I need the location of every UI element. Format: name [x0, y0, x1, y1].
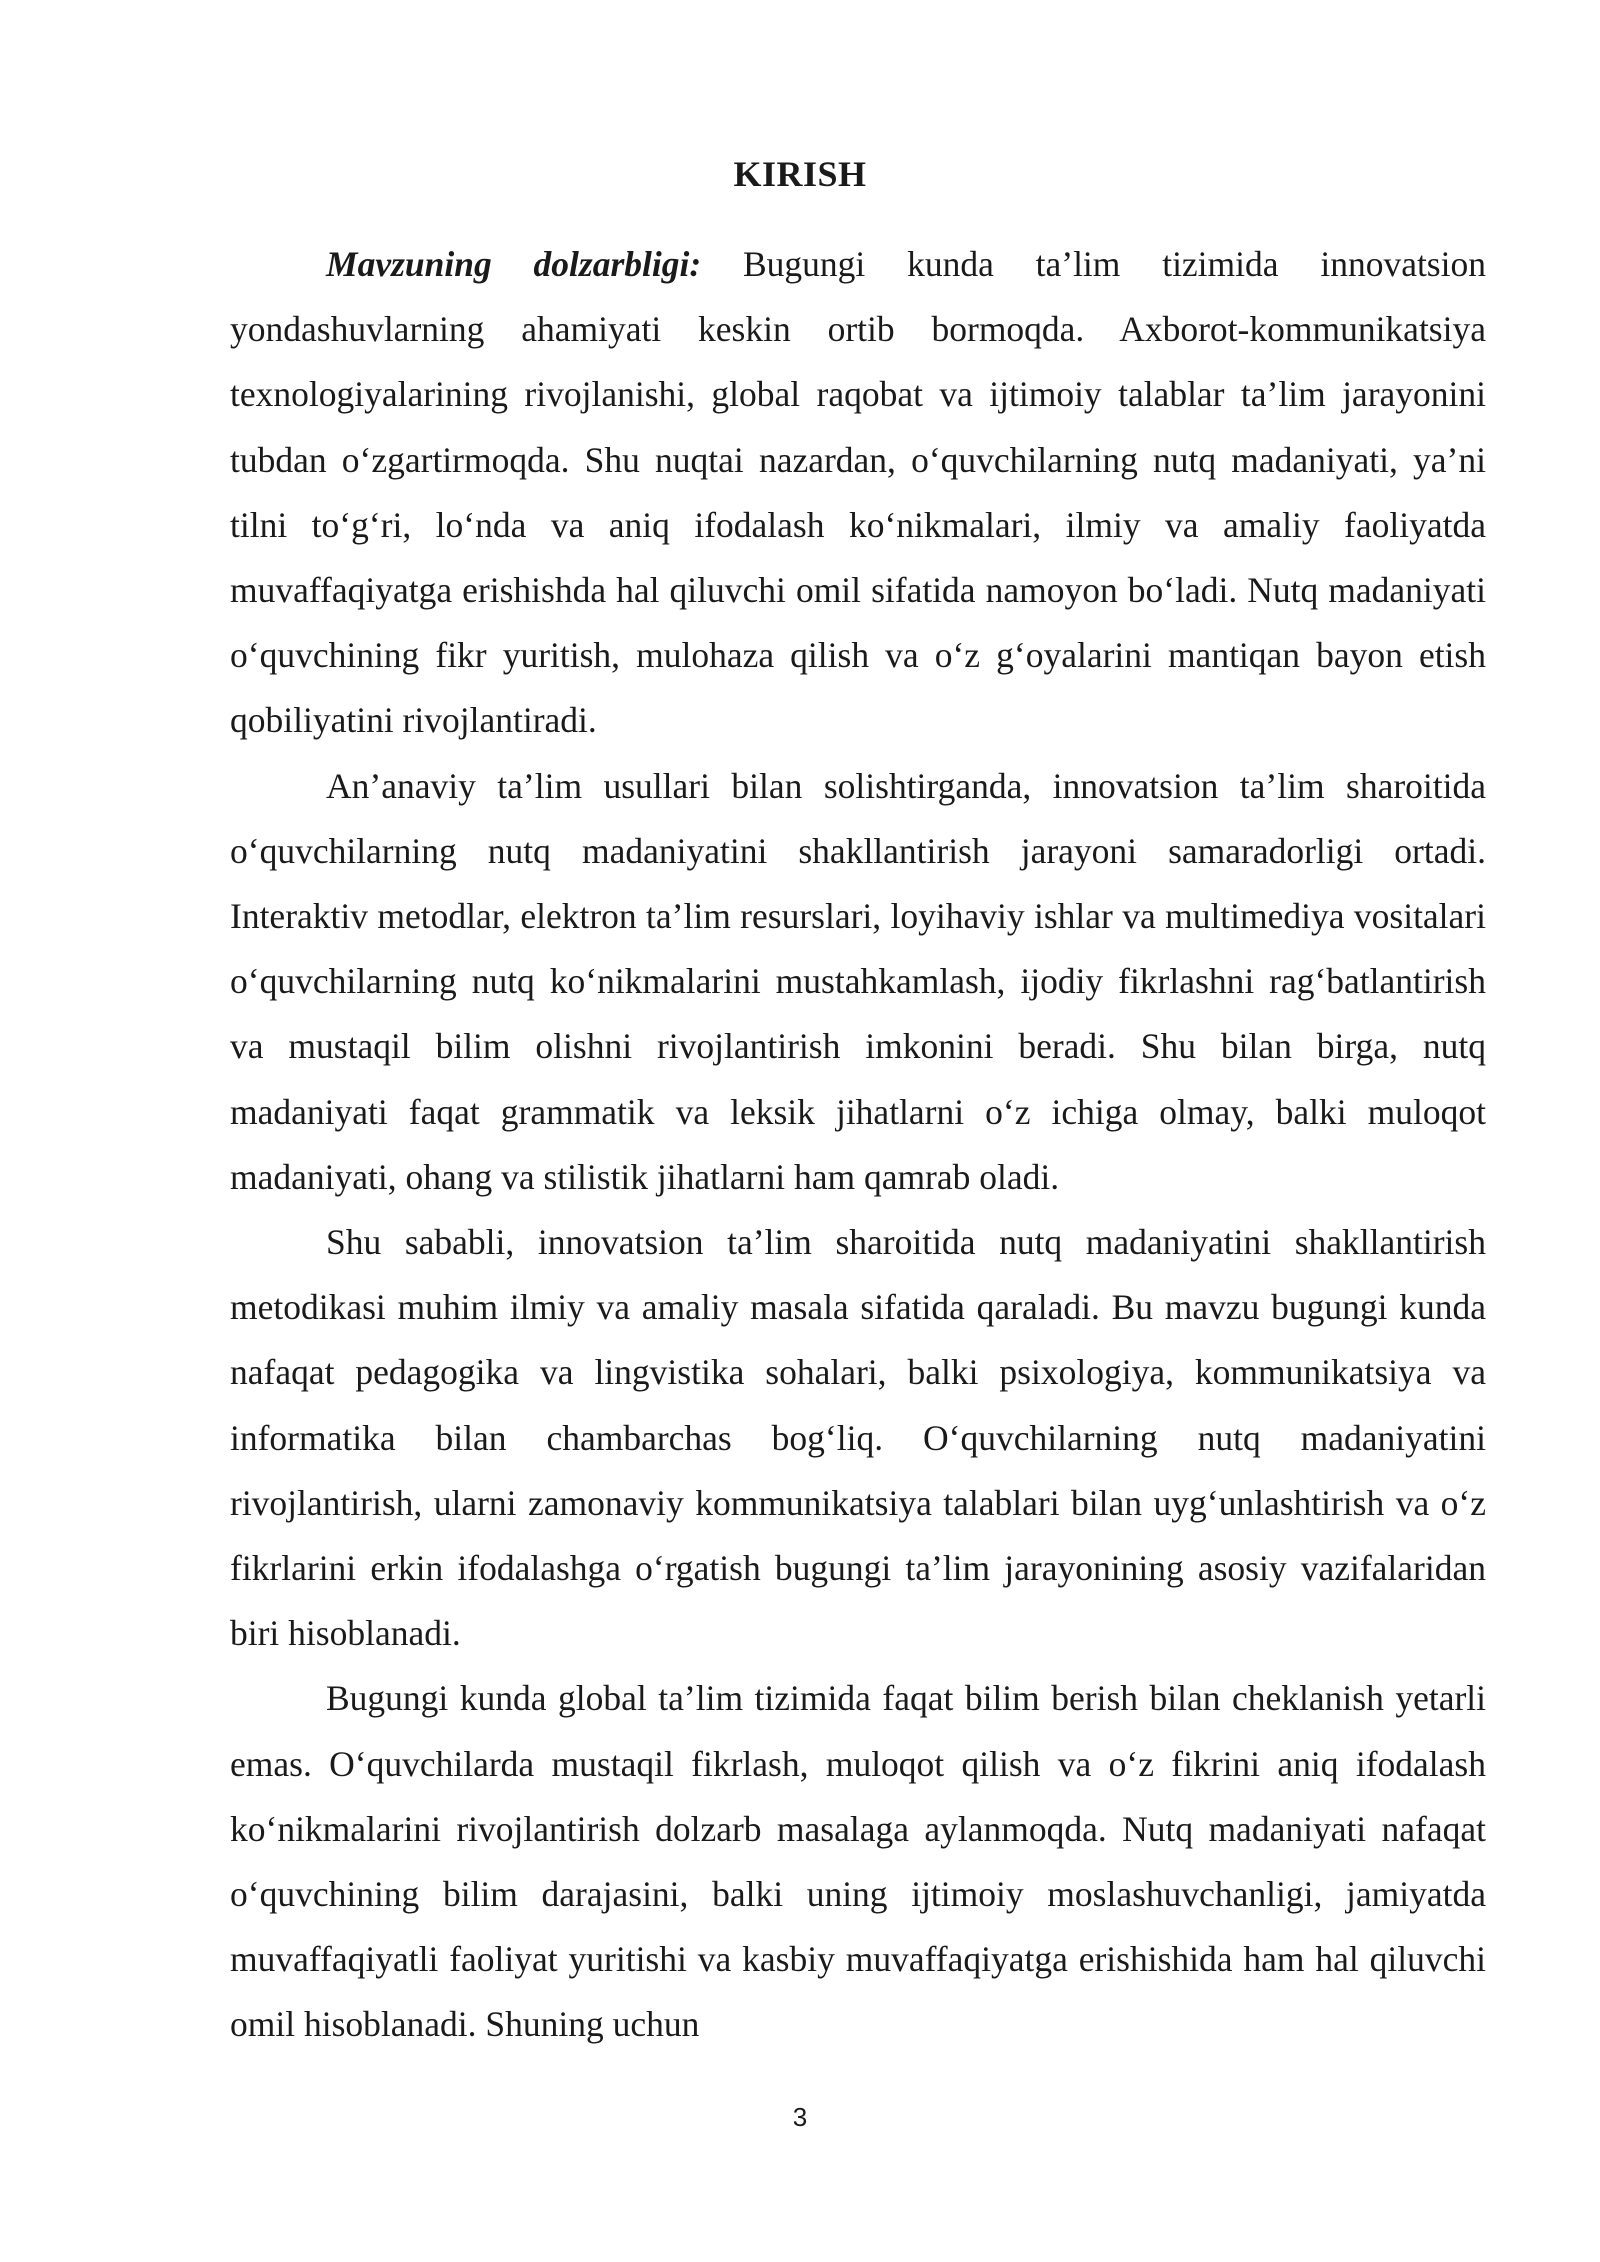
paragraph-1-text: Bugungi kunda ta’lim tizimida innovatsion yondashuvlarning ahamiyati keskin ortib bormoqda. Axborot-kommunikatsiya texnologiyalarining rivojlanishi, global raqobat va ijtimoiy talablar ta’lim jarayonini tubdan o‘zgartirmoqda. Shu nuqtai nazardan, o‘quvchilarning nutq madaniyati, ya’ni tilni to‘g‘ri, lo‘nda va aniq ifodalash ko‘nikmalari, ilmiy va amaliy faoliyatda muvaffaqiyatga erishishda hal qiluvchi omil sifatida namoyon bo‘ladi. Nutq madaniyati o‘quvchining fikr yuritish, mulohaza qilish va o‘z g‘oyalarini mantiqan bayon etish qobiliyatini rivojlantiradi. [230, 244, 1486, 741]
paragraph-2: An’anaviy ta’lim usullari bilan solishtirganda, innovatsion ta’lim sharoitida o‘quvchilarning nutq madaniyatini shakllantirish jarayoni samaradorligi ortadi. Interaktiv metodlar, elektron ta’lim resurslari, loyihaviy ishlar va multimediya vositalari o‘quvchilarning nutq ko‘nikmalarini mustahkamlash, ijodiy fikrlashni rag‘batlantirish va mustaqil bilim olishni rivojlantirish imkonini beradi. Shu bilan birga, nutq madaniyati faqat grammatik va leksik jihatlarni o‘z ichiga olmay, balki muloqot madaniyati, ohang va stilistik jihatlarni ham qamrab oladi. [230, 765, 1486, 1197]
paragraph-1 [230, 232, 1486, 754]
paragraph-3: Shu sababli, innovatsion ta’lim sharoitida nutq madaniyatini shakllantirish metodikasi muhim ilmiy va amaliy masala sifatida qaraladi. Bu mavzu bugungi kunda nafaqat pedagogika va lingvistika sohalari, balki psixologiya, kommunikatsiya va informatika bilan chambarchas bog‘liq. O‘quvchilarning nutq madaniyatini rivojlantirish, ularni zamonaviy kommunikatsiya talablari bilan uyg‘unlashtirish va o‘z fikrlarini erkin ifodalashga o‘rgatish bugungi ta’lim jarayonining asosiy vazifalaridan biri hisoblanadi. [230, 1222, 1486, 1654]
paragraph-4: Bugungi kunda global ta’lim tizimida faqat bilim berish bilan cheklanish yetarli emas. O‘quvchilarda mustaqil fikrlash, muloqot qilish va o‘z fikrini aniq ifodalash ko‘nikmalarini rivojlantirish dolzarb masalaga aylanmoqda. Nutq madaniyati nafaqat o‘quvchining bilim darajasini, balki uning ijtimoiy moslashuvchanligi, jamiyatda muvaffaqiyatli faoliyat yuritishi va kasbiy muvaffaqiyatga erishishida ham hal qiluvchi omil hisoblanadi. Shuning uchun [230, 1678, 1486, 2045]
section-heading: KIRISH [733, 154, 867, 194]
body-text [230, 232, 1486, 2058]
page-number: 3 [792, 2102, 808, 2132]
lead-label: Mavzuning dolzarbligi: [326, 244, 702, 284]
